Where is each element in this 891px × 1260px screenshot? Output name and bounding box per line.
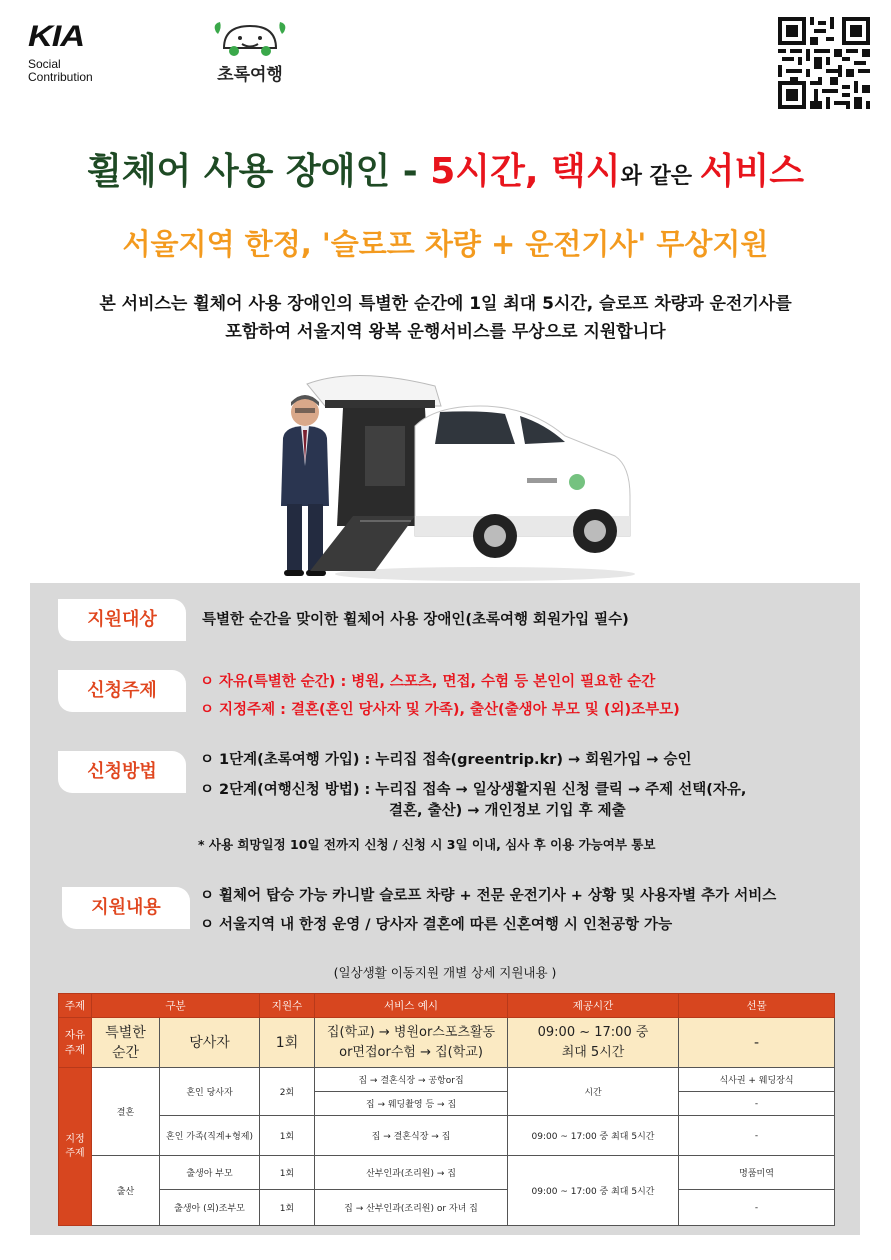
- method-step2: ㅇ 2단계(여행신청 방법) : 누리집 접속 → 일상생활지원 신청 클릭 → 주제 선택(자유,: [200, 782, 747, 798]
- cell-marriage-gift-b: -: [679, 1092, 835, 1116]
- cell-free-gift: -: [679, 1018, 835, 1068]
- table-row: [59, 1018, 835, 1068]
- tag-content: 지원내용: [62, 887, 190, 929]
- header-time: 제공시간: [508, 994, 679, 1018]
- cell-birth-grandparents-count: 1회: [260, 1190, 315, 1226]
- cell-birth-parents-example: 산부인과(조리원) → 집: [315, 1156, 508, 1190]
- cell-marriage-example-b: 집 → 웨딩촬영 등 → 집: [315, 1092, 508, 1116]
- cell-marriage-self: 혼인 당사자: [160, 1068, 260, 1116]
- header-example: 서비스 예시: [315, 994, 508, 1018]
- cell-free-sub: 당사자: [160, 1018, 260, 1068]
- cell-marriage-family-example: 집 → 결혼식장 → 집: [315, 1116, 508, 1156]
- green-trip-logo: [205, 18, 295, 85]
- cell-marriage-self-count: 2회: [260, 1068, 315, 1116]
- table-row: [59, 1068, 835, 1092]
- tag-target: 지원대상: [58, 599, 186, 641]
- table-row: [59, 1116, 835, 1156]
- header-count: 지원수: [260, 994, 315, 1018]
- header-gift: 선물: [679, 994, 835, 1018]
- intro-text: 본 서비스는 휠체어 사용 장애인의 특별한 순간에 1일 최대 5시간, 슬로프 차량과 운전기사를 포함하여 서울지역 왕복 운행서비스를 무상으로 지원합니다: [99, 294, 792, 342]
- person-figure: [281, 395, 329, 576]
- green-car-icon: [210, 18, 290, 60]
- qr-code-icon[interactable]: [778, 17, 870, 109]
- header-category: 구분: [92, 994, 260, 1018]
- target-text: 특별한 순간을 맞이한 휠체어 사용 장애인(초록여행 회원가입 필수): [202, 612, 629, 628]
- method-step1: ㅇ 1단계(초록여행 가입) : 누리집 접속(greentrip.kr) → 회원가입 → 승인: [200, 752, 692, 768]
- cell-free-time: 09:00 ~ 17:00 중 최대 5시간: [508, 1018, 679, 1068]
- cell-birth-parents-count: 1회: [260, 1156, 315, 1190]
- tag-method: 신청방법: [58, 751, 186, 793]
- method-note: * 사용 희망일정 10일 전까지 신청 / 신청 시 3일 이내, 심사 후 이용 가능여부 통보: [198, 837, 656, 852]
- cell-birth-grandparents-example: 집 → 산부인과(조리원) or 자녀 집: [315, 1190, 508, 1226]
- cell-free-example: 집(학교) → 병원or스포츠활동 or면접or수험 → 집(학교): [315, 1018, 508, 1068]
- cell-marriage-family-count: 1회: [260, 1116, 315, 1156]
- cell-free-category: 특별한 순간: [92, 1018, 160, 1068]
- cell-marriage: 결혼: [92, 1068, 160, 1156]
- kia-logo-sub: Social Contribution: [28, 57, 93, 84]
- content-line1: ㅇ 휠체어 탑승 가능 카니발 슬로프 차량 + 전문 운전기사 + 상황 및 사용자별 추가 서비스: [200, 888, 777, 904]
- van-figure: [307, 375, 630, 571]
- main-title: 휠체어 사용 장애인 - 5시간, 택시와 같은 서비스: [86, 151, 805, 192]
- cell-birth-time: 09:00 ~ 17:00 중 최대 5시간: [508, 1156, 679, 1226]
- cell-birth: 출산: [92, 1156, 160, 1226]
- kia-logo-mark: KIA: [28, 20, 84, 53]
- header-topic: 주제: [59, 994, 92, 1018]
- cell-marriage-example-a: 집 → 결혼식장 → 공항or집: [315, 1068, 508, 1092]
- cell-birth-parents: 출생아 부모: [160, 1156, 260, 1190]
- table-header-row: [59, 994, 835, 1018]
- cell-free-topic: 자유 주제: [59, 1018, 92, 1068]
- cell-marriage-family: 혼인 가족(직계+형제): [160, 1116, 260, 1156]
- subtitle: 서울지역 한정, '슬로프 차량 + 운전기사' 무상지원: [122, 227, 769, 261]
- green-trip-logo-text: 초록여행: [217, 65, 283, 85]
- cell-designated-topic: 지정 주제: [59, 1068, 92, 1226]
- cell-marriage-family-time: 09:00 ~ 17:00 중 최대 5시간: [508, 1116, 679, 1156]
- cell-birth-grandparents-gift: -: [679, 1190, 835, 1226]
- topic-designated-line: ㅇ 지정주제 : 결혼(혼인 당사자 및 가족), 출산(출생아 부모 및 (외)조부모): [200, 702, 680, 718]
- van-with-person-photo: [265, 366, 635, 582]
- tag-topic: 신청주제: [58, 670, 186, 712]
- cell-marriage-gift-a: 식사권 + 웨딩장식: [679, 1068, 835, 1092]
- info-panel: [30, 583, 860, 1235]
- support-detail-table: [58, 993, 835, 1226]
- table-caption: (일상생활 이동지원 개별 상세 지원내용 ): [333, 965, 557, 980]
- table-row: [59, 1156, 835, 1190]
- cell-birth-grandparents: 출생아 (외)조부모: [160, 1190, 260, 1226]
- kia-social-contribution-logo: [28, 22, 128, 84]
- topic-free-line: ㅇ 자유(특별한 순간) : 병원, 스포츠, 면접, 수험 등 본인이 필요한 순간: [200, 674, 656, 690]
- cell-marriage-self-time: 시간: [508, 1068, 679, 1116]
- cell-free-count: 1회: [260, 1018, 315, 1068]
- cell-marriage-family-gift: -: [679, 1116, 835, 1156]
- content-line2: ㅇ 서울지역 내 한정 운영 / 당사자 결혼에 따른 신혼여행 시 인천공항 가능: [200, 917, 673, 933]
- method-step2-cont: 결혼, 출산) → 개인정보 기입 후 제출: [389, 803, 626, 819]
- table-row: [59, 1190, 835, 1226]
- cell-birth-parents-gift: 명품미역: [679, 1156, 835, 1190]
